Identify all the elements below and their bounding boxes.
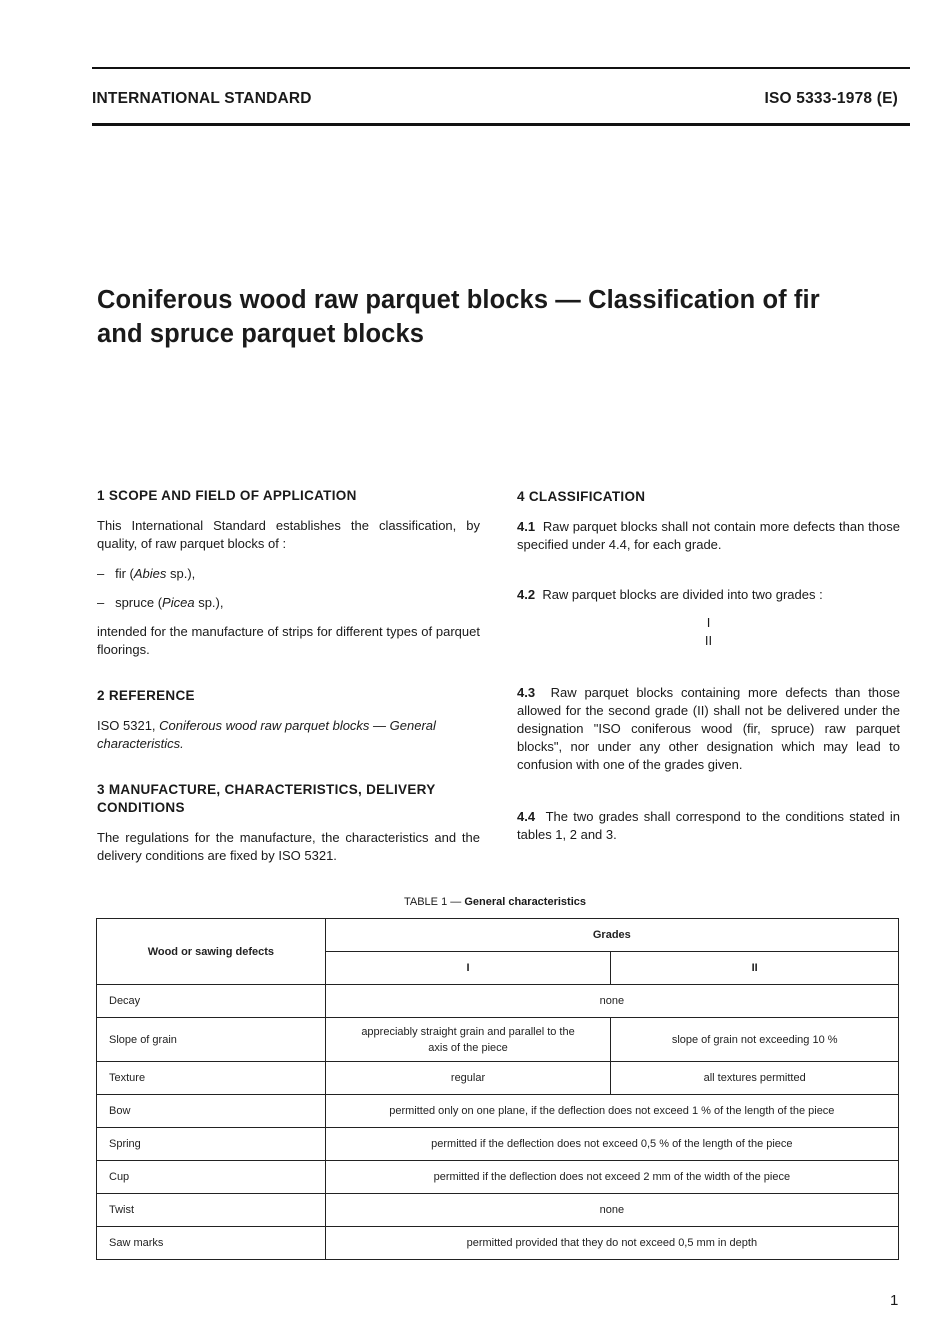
defect-label: Saw marks [97, 1227, 326, 1260]
table-row [97, 1161, 899, 1194]
table-row [97, 1062, 899, 1095]
defect-label: Cup [97, 1161, 326, 1194]
document-title: Coniferous wood raw parquet blocks — Classification of fir and spruce parquet blocks [97, 286, 820, 348]
table-1 [96, 918, 899, 1260]
left-column [97, 487, 480, 865]
clause-4-2: 4.2 Raw parquet blocks are divided into two grades : [517, 587, 823, 602]
defect-label: Slope of grain [97, 1018, 326, 1062]
grade-1-requirement: regular [325, 1062, 611, 1095]
section-1-heading: 1 SCOPE AND FIELD OF APPLICATION [97, 488, 357, 503]
top-rule [92, 67, 910, 69]
requirement-cell: permitted provided that they do not exceed 0,5 mm in depth [325, 1227, 898, 1260]
requirement-cell: none [325, 985, 898, 1018]
requirement-cell: permitted if the deflection does not exceed 0,5 % of the length of the piece [325, 1128, 898, 1161]
grade-2-header: II [611, 952, 899, 985]
clause-4-3: 4.3 Raw parquet blocks containing more defects than those allowed for the second grade (II) shall not be delivered under the designation "ISO coniferous wood (fir, spruce) raw parquet blocks", nor under any other designation which may lead to confusion with one of the grades given. [517, 685, 900, 772]
grade-list-item-2: II [704, 633, 713, 648]
table-row [97, 1128, 899, 1161]
table-row [97, 1194, 899, 1227]
grade-2-requirement: all textures permitted [611, 1062, 899, 1095]
species-item-fir: – fir (Abies sp.), [97, 566, 196, 581]
table-row [97, 1095, 899, 1128]
grade-1-requirement: appreciably straight grain and parallel to the axis of the piece [325, 1018, 611, 1062]
standard-type: INTERNATIONAL STANDARD [92, 90, 312, 107]
requirement-cell: permitted if the deflection does not exceed 2 mm of the width of the piece [325, 1161, 898, 1194]
standard-number: ISO 5333-1978 (E) [764, 90, 898, 107]
defect-label: Texture [97, 1062, 326, 1095]
clause-4-4: 4.4 The two grades shall correspond to the conditions stated in tables 1, 2 and 3. [517, 809, 900, 842]
defect-label: Twist [97, 1194, 326, 1227]
section-3-text: The regulations for the manufacture, the characteristics and the delivery conditions are fixed by ISO 5321. [97, 830, 480, 863]
section-4-heading: 4 CLASSIFICATION [517, 489, 646, 504]
requirement-cell: none [325, 1194, 898, 1227]
section-2-heading: 2 REFERENCE [97, 688, 195, 703]
species-item-spruce: – spruce (Picea sp.), [97, 595, 224, 610]
page-number: 1 [890, 1292, 899, 1309]
clause-4-1: 4.1 Raw parquet blocks shall not contain more defects than those specified under 4.4, for each grade. [517, 519, 900, 552]
header-rule [92, 123, 910, 126]
table-1-caption: TABLE 1 — General characteristics [403, 896, 586, 908]
grade-list-item-1: I [706, 615, 711, 630]
defect-label: Bow [97, 1095, 326, 1128]
section-1-outro: intended for the manufacture of strips for different types of parquet floorings. [97, 624, 480, 657]
section-3-heading: 3 MANUFACTURE, CHARACTERISTICS, DELIVERY CONDITIONS [97, 782, 436, 815]
requirement-cell: permitted only on one plane, if the deflection does not exceed 1 % of the length of the piece [325, 1095, 898, 1128]
reference-entry: ISO 5321, Coniferous wood raw parquet blocks — General characteristics. [97, 718, 436, 751]
table-row [97, 1227, 899, 1260]
table-header-row [97, 919, 899, 952]
table-row [97, 1018, 899, 1062]
section-1-intro: This International Standard establishes the classification, by quality, of raw parquet blocks of : [97, 518, 480, 551]
table-row [97, 985, 899, 1018]
grades-column-header: Grades [325, 919, 898, 952]
defect-label: Spring [97, 1128, 326, 1161]
grade-1-header: I [325, 952, 611, 985]
right-column [517, 488, 900, 844]
defect-label: Decay [97, 985, 326, 1018]
grade-2-requirement: slope of grain not exceeding 10 % [611, 1018, 899, 1062]
defects-column-header: Wood or sawing defects [97, 919, 326, 985]
